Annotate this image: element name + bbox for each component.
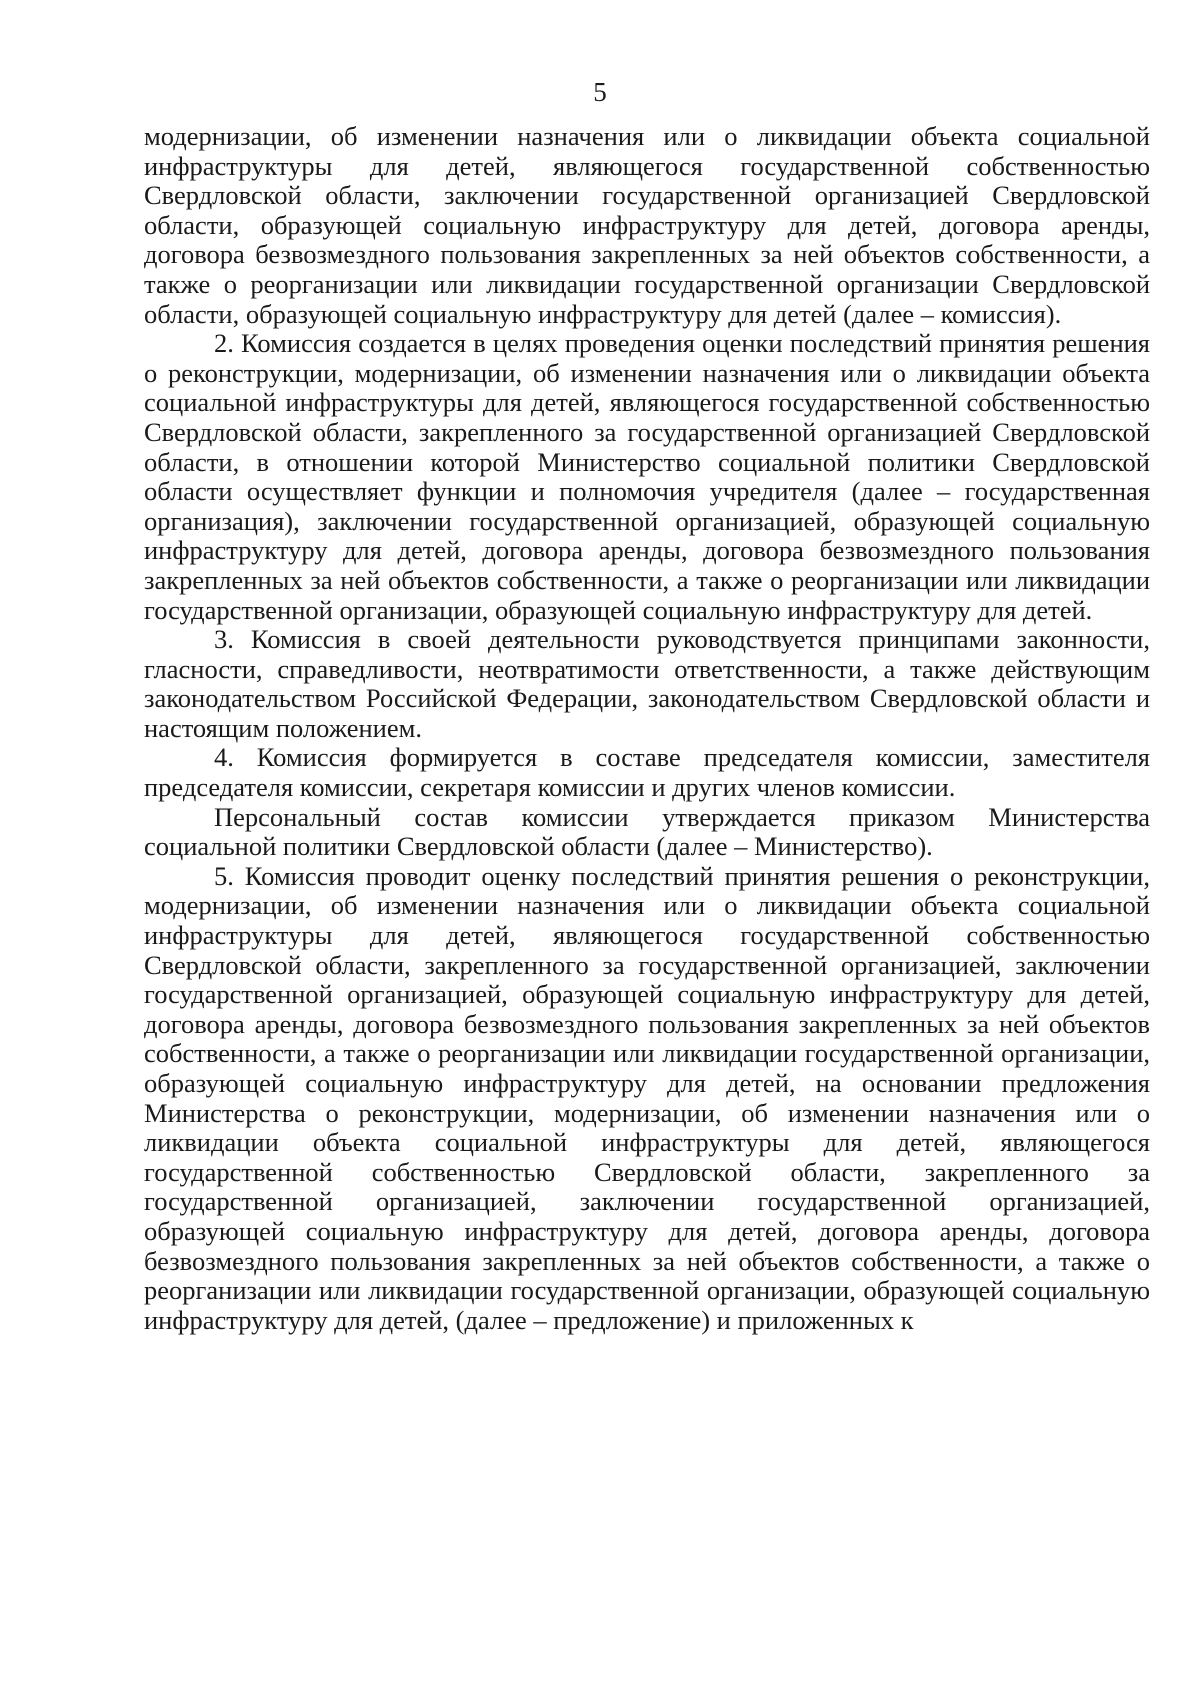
paragraph-4: 4. Комиссия формируется в составе председателя комиссии, заместителя председателя комиссии, секретаря комиссии и других членов комиссии. [144,742,1150,803]
paragraph-continuation: модернизации, об изменении назначения или о ликвидации объекта социальной инфраструктуры для детей, являющегося государственной собственностью Свердловской области, заключении государственной организацией Свердловской области, образующей социальную инфраструктуру для детей, договора аренды, договора безвозмездного пользования закрепленных за ней объектов собственности, а также о реорганизации или ликвидации государственной организации Свердловской области, образующей социальную инфраструктуру для детей (далее – комиссия). [144,121,1150,329]
page-number: 5 [593,77,607,107]
paragraph-5: 5. Комиссия проводит оценку последствий принятия решения о реконструкции, модернизации, об изменении назначения или о ликвидации объекта социальной инфраструктуры для детей, являющегося государственной собственностью Свердловской области, закрепленного за государственной организацией, заключении государственной организацией, образующей социальную инфраструктуру для детей, договора аренды, договора безвозмездного пользования закрепленных за ней объектов собственности, а также о реорганизации или ликвидации государственной организации, образующей социальную инфраструктуру для детей, на основании предложения Министерства о реконструкции, модернизации, об изменении назначения или о ликвидации объекта социальной инфраструктуры для детей, являющегося государственной собственностью Свердловской области, закрепленного за государственной организацией, заключении государственной организацией, образующей социальную инфраструктуру для детей, договора аренды, договора безвозмездного пользования закрепленных за ней объектов собственности, а также о реорганизации или ликвидации государственной организации, образующей социальную инфраструктуру для детей, (далее – предложение) и приложенных к [144,860,1150,1335]
document-body [144,122,1150,1335]
paragraph-2: 2. Комиссия создается в целях проведения оценки последствий принятия решения о реконструкции, модернизации, об изменении назначения или о ликвидации объекта социальной инфраструктуры для детей, являющегося государственной собственностью Свердловской области, закрепленного за государственной организацией Свердловской области, в отношении которой Министерство социальной политики Свердловской области осуществляет функции и полномочия учредителя (далее – государственная организация), заключении государственной организацией, образующей социальную инфраструктуру для детей, договора аренды, договора безвозмездного пользования закрепленных за ней объектов собственности, а также о реорганизации или ликвидации государственной организации, образующей социальную инфраструктуру для детей. [144,328,1150,625]
paragraph-3: 3. Комиссия в своей деятельности руководствуется принципами законности, гласности, справедливости, неотвратимости ответственности, а также действующим законодательством Российской Федерации, законодательством Свердловской области и настоящим положением. [144,624,1150,743]
paragraph-personal-composition: Персональный состав комиссии утверждается приказом Министерства социальной политики Свердловской области (далее – Министерство). [144,801,1150,862]
